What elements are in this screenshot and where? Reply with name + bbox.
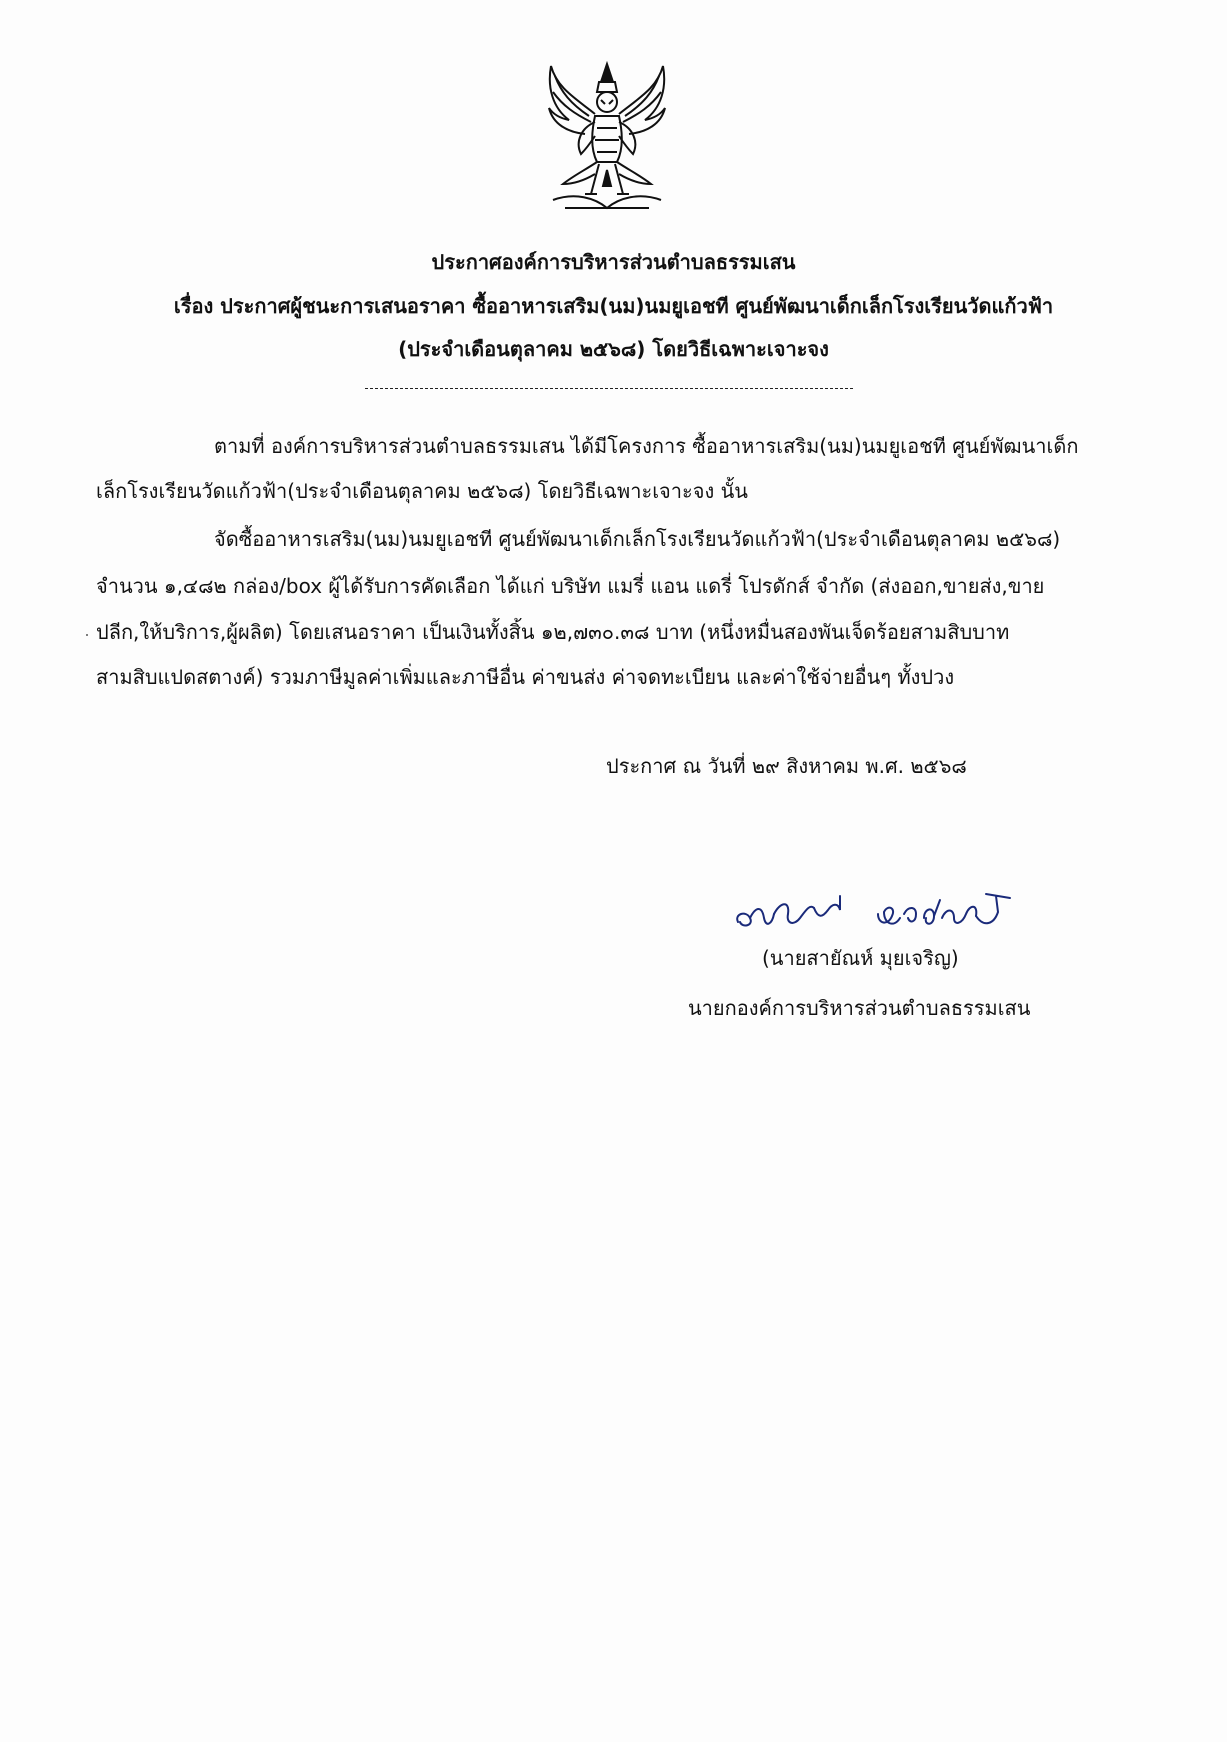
paragraph-2-line-2: จำนวน ๑,๔๘๒ กล่อง/box ผู้ได้รับการคัดเลือก ได้แก่ บริษัท แมรี่ แอน แดรี่ โปรดักส์ จำกัด (ส่งออก,ขายส่ง,ขาย (96, 574, 1045, 598)
signatory-position: นายกองค์การบริหารส่วนตำบลธรรมเสน (688, 996, 1031, 1020)
paragraph-2-line-1: จัดซื้ออาหารเสริม(นม)นมยูเอชที ศูนย์พัฒนาเด็กเล็กโรงเรียนวัดแก้วฟ้า(ประจำเดือนตุลาคม ๒๕๖๘) (214, 527, 1061, 551)
signatory-name: (นายสายัณห์ มุยเจริญ) (762, 946, 959, 970)
handwritten-signature (728, 884, 1028, 940)
announcement-subject-line-1: เรื่อง ประกาศผู้ชนะการเสนอราคา ซื้ออาหารเสริม(นม)นมยูเอชที ศูนย์พัฒนาเด็กเล็กโรงเรียนวัดแก้วฟ้า (173, 294, 1054, 318)
paragraph-2-line-4: สามสิบแปดสตางค์) รวมภาษีมูลค่าเพิ่มและภาษีอื่น ค่าขนส่ง ค่าจดทะเบียน และค่าใช้จ่ายอื่นๆ ทั้งปวง (96, 665, 955, 689)
paragraph-1-line-1: ตามที่ องค์การบริหารส่วนตำบลธรรมเสน ได้มีโครงการ ซื้ออาหารเสริม(นม)นมยูเอชที ศูนย์พัฒนาเด็ก (214, 434, 1079, 458)
announcement-subject-line-2: (ประจำเดือนตุลาคม ๒๕๖๘) โดยวิธีเฉพาะเจาะจง (398, 337, 829, 361)
dashed-divider (365, 388, 853, 389)
garuda-emblem-icon (545, 58, 670, 218)
announcement-title: ประกาศองค์การบริหารส่วนตำบลธรรมเสน (431, 250, 796, 274)
paragraph-1-line-2: เล็กโรงเรียนวัดแก้วฟ้า(ประจำเดือนตุลาคม ๒๕๖๘) โดยวิธีเฉพาะเจาะจง นั้น (96, 479, 748, 503)
scan-speck (86, 634, 88, 636)
announcement-date: ประกาศ ณ วันที่ ๒๙ สิงหาคม พ.ศ. ๒๕๖๘ (606, 754, 967, 778)
paragraph-2-line-3: ปลีก,ให้บริการ,ผู้ผลิต) โดยเสนอราคา เป็นเงินทั้งสิ้น ๑๒,๗๓๐.๓๘ บาท (หนึ่งหมื่นสองพันเจ็ดร้อยสามสิบบาท (96, 620, 1010, 644)
